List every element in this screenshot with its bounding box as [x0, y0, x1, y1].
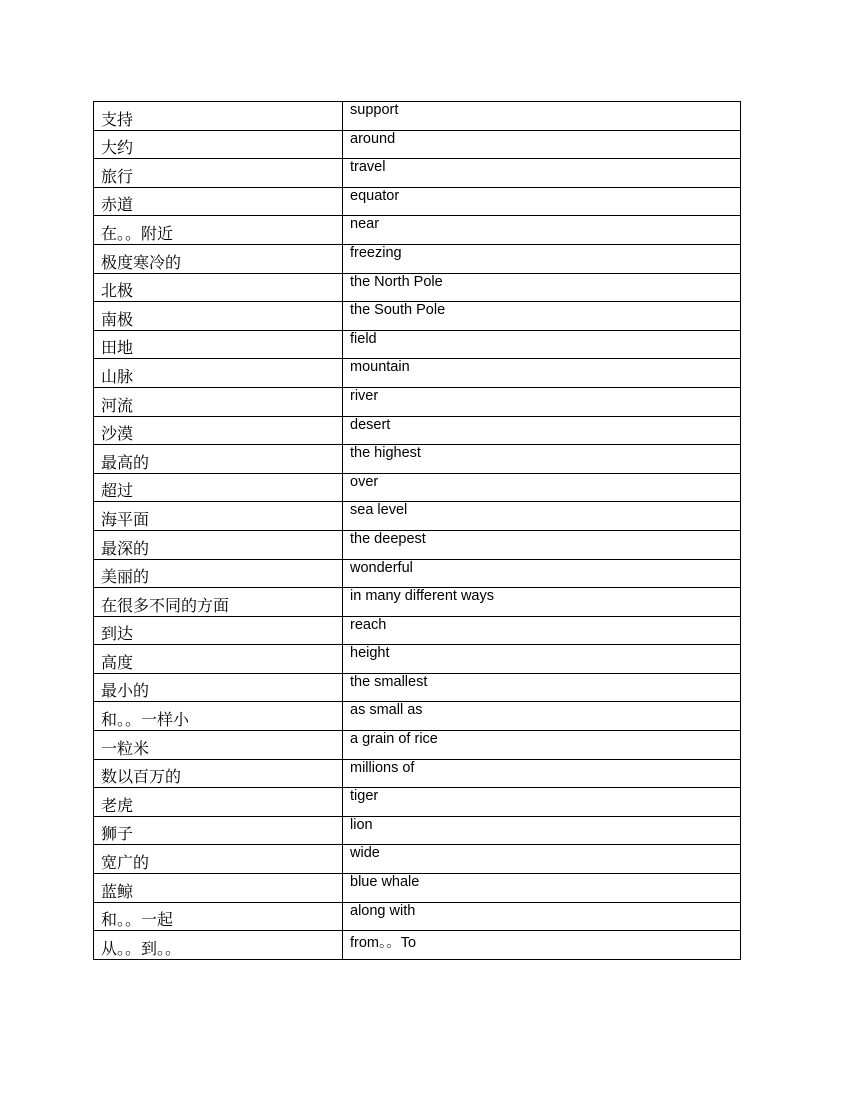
english-term-cell: wonderful [343, 559, 741, 588]
english-term-cell: the South Pole [343, 302, 741, 331]
english-term-cell: wide [343, 845, 741, 874]
chinese-term-cell: 数以百万的 [94, 759, 343, 788]
chinese-term-cell: 超过 [94, 473, 343, 502]
english-term-cell: as small as [343, 702, 741, 731]
english-term-cell: freezing [343, 244, 741, 273]
chinese-term-cell: 蓝鲸 [94, 874, 343, 903]
table-row [94, 702, 741, 731]
vocabulary-table-body [94, 102, 741, 960]
table-row [94, 645, 741, 674]
chinese-term-cell: 一粒米 [94, 731, 343, 760]
table-row [94, 244, 741, 273]
chinese-term-cell: 支持 [94, 102, 343, 131]
chinese-term-cell: 从。。到。。 [94, 931, 343, 960]
english-term-cell: blue whale [343, 874, 741, 903]
table-row [94, 445, 741, 474]
english-term-cell: in many different ways [343, 588, 741, 617]
table-row [94, 387, 741, 416]
english-term-cell: the deepest [343, 530, 741, 559]
chinese-term-cell: 和。。一起 [94, 902, 343, 931]
table-row [94, 273, 741, 302]
english-term-cell: height [343, 645, 741, 674]
chinese-term-cell: 大约 [94, 130, 343, 159]
english-term-cell: from。。To [343, 931, 741, 960]
table-row [94, 816, 741, 845]
table-row [94, 845, 741, 874]
chinese-term-cell: 极度寒冷的 [94, 244, 343, 273]
table-row [94, 559, 741, 588]
english-term-cell: desert [343, 416, 741, 445]
table-row [94, 588, 741, 617]
chinese-term-cell: 老虎 [94, 788, 343, 817]
english-term-cell: the North Pole [343, 273, 741, 302]
english-term-cell: equator [343, 187, 741, 216]
chinese-term-cell: 沙漠 [94, 416, 343, 445]
table-row [94, 931, 741, 960]
english-term-cell: travel [343, 159, 741, 188]
english-term-cell: over [343, 473, 741, 502]
chinese-term-cell: 旅行 [94, 159, 343, 188]
chinese-term-cell: 山脉 [94, 359, 343, 388]
table-row [94, 302, 741, 331]
chinese-term-cell: 田地 [94, 330, 343, 359]
english-term-cell: millions of [343, 759, 741, 788]
table-row [94, 187, 741, 216]
english-term-cell: along with [343, 902, 741, 931]
chinese-term-cell: 到达 [94, 616, 343, 645]
english-term-cell: river [343, 387, 741, 416]
chinese-term-cell: 在。。附近 [94, 216, 343, 245]
chinese-term-cell: 最高的 [94, 445, 343, 474]
english-term-cell: field [343, 330, 741, 359]
table-row [94, 473, 741, 502]
table-row [94, 616, 741, 645]
english-term-cell: lion [343, 816, 741, 845]
english-term-cell: near [343, 216, 741, 245]
table-row [94, 874, 741, 903]
chinese-term-cell: 海平面 [94, 502, 343, 531]
table-row [94, 216, 741, 245]
table-row [94, 330, 741, 359]
chinese-term-cell: 在很多不同的方面 [94, 588, 343, 617]
chinese-term-cell: 最深的 [94, 530, 343, 559]
table-row [94, 130, 741, 159]
english-term-cell: tiger [343, 788, 741, 817]
english-term-cell: around [343, 130, 741, 159]
table-row [94, 731, 741, 760]
chinese-term-cell: 狮子 [94, 816, 343, 845]
english-term-cell: reach [343, 616, 741, 645]
chinese-term-cell: 美丽的 [94, 559, 343, 588]
table-row [94, 788, 741, 817]
chinese-term-cell: 最小的 [94, 673, 343, 702]
table-row [94, 102, 741, 131]
table-row [94, 530, 741, 559]
english-term-cell: the highest [343, 445, 741, 474]
english-term-cell: mountain [343, 359, 741, 388]
chinese-term-cell: 高度 [94, 645, 343, 674]
vocabulary-table [93, 101, 741, 960]
chinese-term-cell: 河流 [94, 387, 343, 416]
table-row [94, 359, 741, 388]
chinese-term-cell: 南极 [94, 302, 343, 331]
english-term-cell: the smallest [343, 673, 741, 702]
table-row [94, 159, 741, 188]
chinese-term-cell: 宽广的 [94, 845, 343, 874]
table-row [94, 416, 741, 445]
english-term-cell: support [343, 102, 741, 131]
english-term-cell: a grain of rice [343, 731, 741, 760]
table-row [94, 673, 741, 702]
chinese-term-cell: 北极 [94, 273, 343, 302]
table-row [94, 759, 741, 788]
english-term-cell: sea level [343, 502, 741, 531]
table-row [94, 902, 741, 931]
chinese-term-cell: 赤道 [94, 187, 343, 216]
chinese-term-cell: 和。。一样小 [94, 702, 343, 731]
table-row [94, 502, 741, 531]
